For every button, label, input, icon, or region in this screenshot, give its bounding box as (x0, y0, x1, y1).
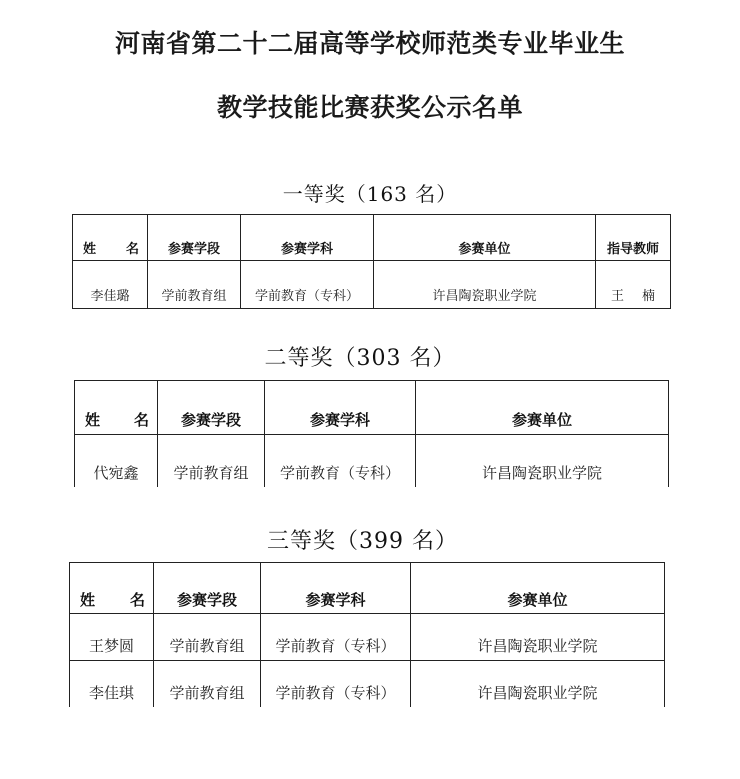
teacher-char-1: 王 (610, 289, 624, 304)
teacher-char-2: 楠 (642, 289, 656, 304)
cell-name: 李佳璐 (73, 261, 148, 309)
column-header-name (70, 563, 154, 614)
cell-unit: 许昌陶瓷职业学院 (411, 614, 665, 661)
cell-name: 代宛鑫 (75, 435, 158, 488)
document-title-line-1: 河南省第二十二届高等学校师范类专业毕业生 (114, 29, 625, 58)
column-header-stage: 参赛学段 (148, 215, 241, 261)
name-header-char-1: 姓 (85, 411, 101, 429)
third-prize-heading: 三等奖（399 名） (267, 529, 458, 554)
column-header-teacher: 指导教师 (596, 215, 671, 261)
first-prize-heading: 一等奖（163 名） (282, 182, 458, 206)
cell-stage: 学前教育组 (158, 435, 265, 488)
cell-name: 李佳琪 (70, 661, 154, 708)
cell-unit: 许昌陶瓷职业学院 (374, 261, 596, 309)
cell-stage: 学前教育组 (154, 614, 261, 661)
cell-subject: 学前教育（专科） (261, 614, 411, 661)
cell-subject: 学前教育（专科） (261, 661, 411, 708)
column-header-name (73, 215, 148, 261)
cell-name: 王梦圆 (70, 614, 154, 661)
table-header-row (70, 563, 665, 614)
name-header-char-1: 姓 (83, 242, 97, 257)
first-prize-table (72, 214, 671, 309)
column-header-subject: 参赛学科 (265, 381, 416, 435)
table-row (73, 261, 671, 309)
column-header-stage: 参赛学段 (154, 563, 261, 614)
column-header-unit: 参赛单位 (416, 381, 669, 435)
column-header-unit: 参赛单位 (411, 563, 665, 614)
name-header-char-1: 姓 (80, 591, 96, 609)
cell-unit: 许昌陶瓷职业学院 (411, 661, 665, 708)
second-prize-heading: 二等奖（303 名） (264, 346, 456, 371)
third-prize-table (69, 562, 665, 707)
cell-stage: 学前教育组 (148, 261, 241, 309)
second-prize-table (74, 380, 669, 487)
column-header-name (75, 381, 158, 435)
table-row (75, 435, 669, 488)
table-row (70, 661, 665, 708)
table-row (70, 614, 665, 661)
table-header-row (75, 381, 669, 435)
name-header-char-2: 名 (125, 242, 139, 257)
column-header-stage: 参赛学段 (158, 381, 265, 435)
table-header-row (73, 215, 671, 261)
document-title-line-2: 教学技能比赛获奖公示名单 (216, 93, 523, 122)
column-header-subject: 参赛学科 (261, 563, 411, 614)
cell-subject: 学前教育（专科） (265, 435, 416, 488)
cell-stage: 学前教育组 (154, 661, 261, 708)
column-header-subject: 参赛学科 (241, 215, 374, 261)
column-header-unit: 参赛单位 (374, 215, 596, 261)
cell-unit: 许昌陶瓷职业学院 (416, 435, 669, 488)
cell-subject: 学前教育（专科） (241, 261, 374, 309)
name-header-char-2: 名 (133, 411, 149, 429)
cell-teacher (596, 261, 671, 309)
name-header-char-2: 名 (129, 591, 145, 609)
